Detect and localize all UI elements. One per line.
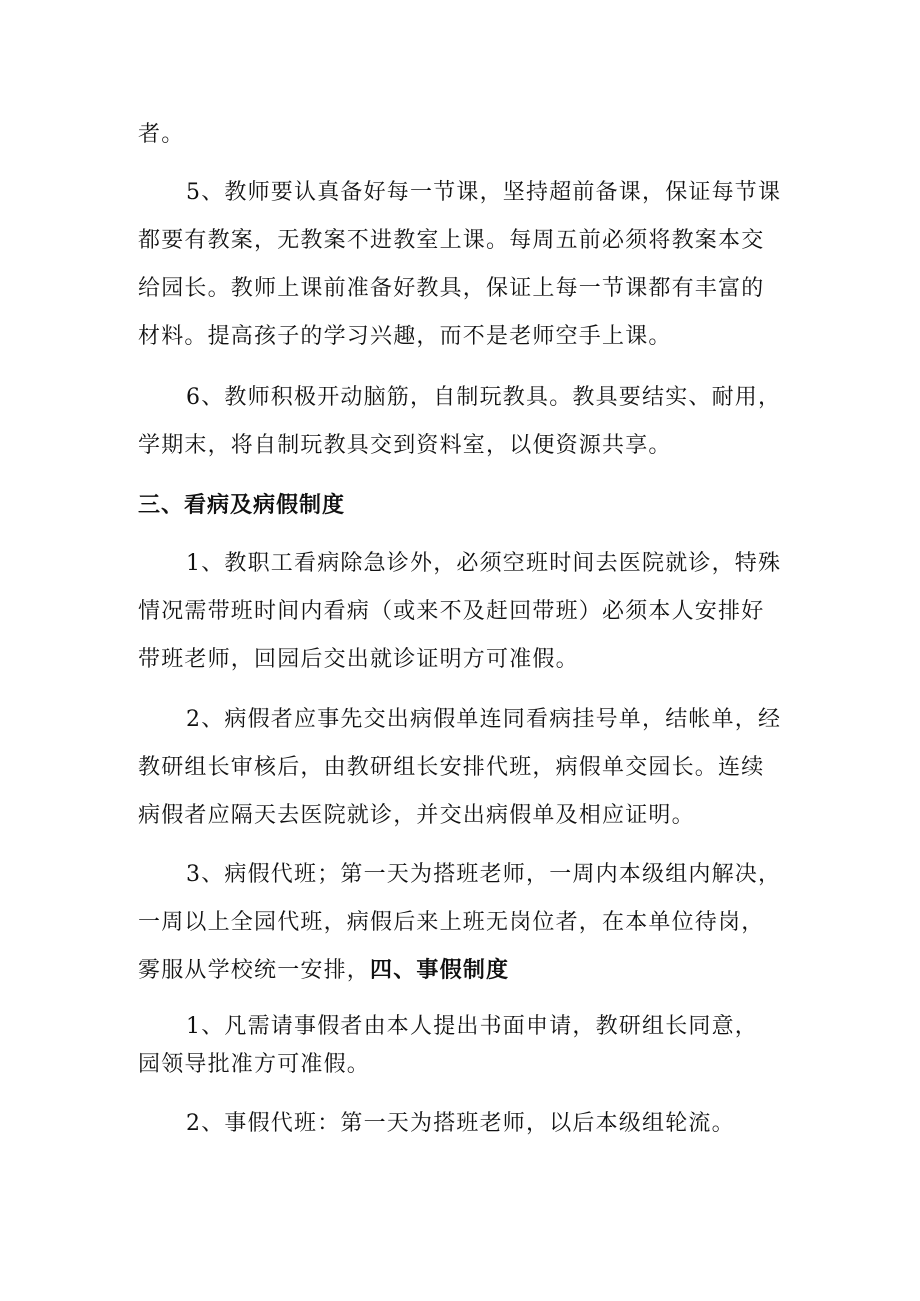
s3-item-3-line-3 (138, 956, 509, 986)
s3-item-2-line-1: 2、病假者应事先交出病假单连同看病挂号单，结帐单，经 (186, 707, 782, 732)
s3-item-1-line-1: 1、教职工看病除急诊外，必须空班时间去医院就诊，特殊 (186, 551, 782, 576)
paragraph-tail: 者。 (138, 122, 185, 147)
item-5-line-2: 都要有教案，无教案不进教室上课。每周五前必须将教案本交 (138, 228, 765, 253)
section-3-title: 三、看病及病假制度 (138, 493, 346, 518)
s3-item-1-line-2: 情况需带班时间内看病（或来不及赶回带班）必须本人安排好 (138, 599, 765, 624)
item-5-line-1: 5、教师要认真备好每一节课，坚持超前备课，保证每节课 (186, 180, 782, 205)
s4-item-1-line-1: 1、凡需请事假者由本人提出书面申请，教研组长同意， (186, 1014, 758, 1039)
item-5-line-4: 材料。提高孩子的学习兴趣，而不是老师空手上课。 (138, 324, 672, 349)
item-6-line-1: 6、教师积极开动脑筋，自制玩教具。教具要结实、耐用， (186, 385, 782, 410)
s3-item-2-line-2: 教研组长审核后，由教研组长安排代班，病假单交园长。连续 (138, 755, 765, 780)
item-6-line-2: 学期末，将自制玩教具交到资料室，以便资源共享。 (138, 433, 672, 458)
s3-item-1-line-3: 带班老师，回园后交出就诊证明方可准假。 (138, 647, 579, 672)
s4-item-1-line-2: 园领导批准方可准假。 (138, 1052, 371, 1077)
s3-item-3-line-2: 一周以上全园代班，病假后来上班无岗位者，在本单位待岗， (138, 910, 765, 935)
s4-item-2-line-1: 2、事假代班：第一天为搭班老师，以后本级组轮流。 (186, 1111, 735, 1136)
section-4-title: 四、事假制度 (370, 958, 510, 983)
s3-item-3-line-3-text: 雾服从学校统一安排， (138, 958, 371, 983)
s3-item-3-line-1: 3、病假代班；第一天为搭班老师，一周内本级组内解决， (186, 862, 782, 887)
s3-item-2-line-3: 病假者应隔天去医院就诊，并交出病假单及相应证明。 (138, 803, 695, 828)
item-5-line-3: 给园长。教师上课前准备好教具，保证上每一节课都有丰富的 (138, 276, 765, 301)
